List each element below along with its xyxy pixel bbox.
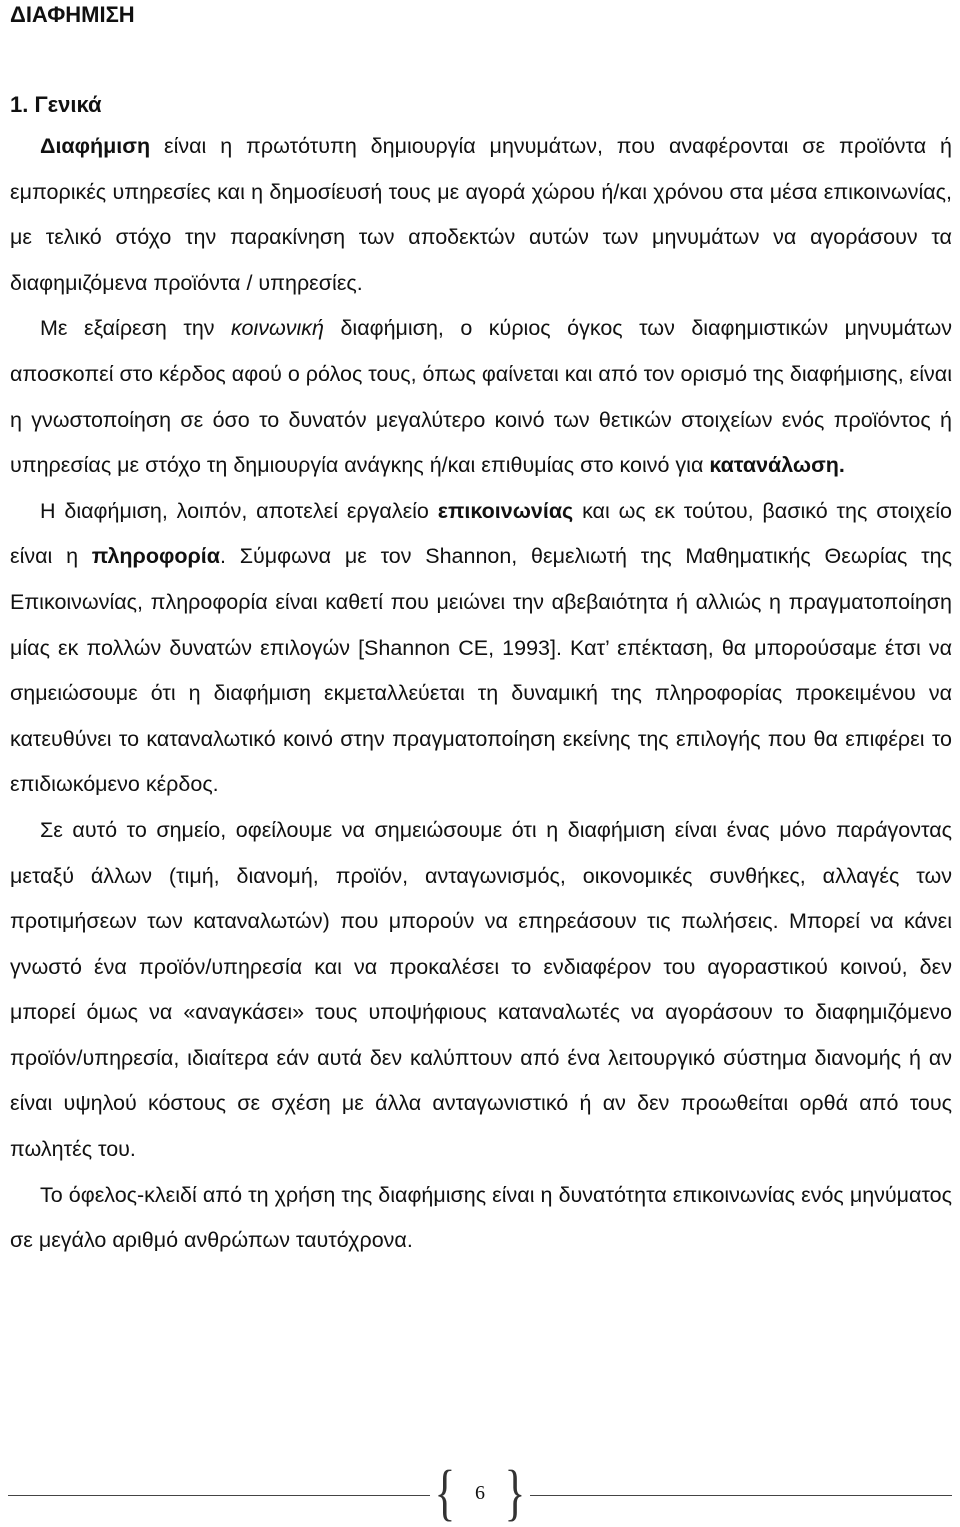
text-run: κοινωνική <box>231 316 324 341</box>
text-run: Το όφελος-κλειδί από τη χρήση της διαφήμισης είναι η δυνατότητα επικοινωνίας ενός μηνύματος σε μεγάλο αριθμό ανθρώπων ταυτόχρονα. <box>10 1182 952 1253</box>
text-run: είναι η πρωτότυπη δημιουργία μηνυμάτων, που αναφέρονται σε προϊόντα ή εμπορικές υπηρεσίες και η δημοσίευσή τους με αγορά χώρου ή/και χρόνου στα μέσα επικοινωνίας, με τελικό στόχο την παρακίνηση των αποδεκτών αυτών των μηνυμάτων να αγοράσουν τα διαφημιζόμενα προϊόντα / υπηρεσίες. <box>10 134 952 295</box>
paragraph-sales-factors <box>10 808 952 1173</box>
paragraph-key-benefit <box>10 1173 952 1264</box>
text-run: πληροφορία <box>91 544 220 569</box>
page-number: 6 <box>475 1482 485 1504</box>
paragraph-communication <box>10 489 952 808</box>
section-title: 1. Γενικά <box>10 92 102 117</box>
right-brace-icon: } <box>504 1459 526 1527</box>
page-number-box <box>430 1459 530 1527</box>
paragraph-definition <box>10 124 952 306</box>
text-run: Σε αυτό το σημείο, οφείλουμε να σημειώσουμε ότι η διαφήμιση είναι ένας μόνο παράγοντας μεταξύ άλλων (τιμή, διανομή, προϊόν, ανταγωνισμός, οικονομικές συνθήκες, αλλαγές των προτιμήσεων των καταναλωτών) που μπορούν να επηρεάσουν τις πωλήσεις. Μπορεί να κάνει γνωστό ένα προϊόν/υπηρεσία και να προκαλέσει το ενδιαφέρον του αγοραστικού κοινού, δεν μπορεί όμως να «αναγκάσει» τους υποψήφιους καταναλωτές να αγοράσουν το διαφημιζόμενο προϊόν/υπηρεσία, ιδιαίτερα εάν αυτά δεν καλύπτουν από ένα λειτουργικό σύστημα διανομής ή αν είναι υψηλού κόστους σε σχέση με άλλα ανταγωνιστικό ή αν δεν προωθείται ορθά από τους πωλητές του. <box>10 817 952 1162</box>
text-run: . Σύμφωνα με τον Shannon, θεμελιωτή της Μαθηματικής Θεωρίας της Επικοινωνίας, πληροφορία είναι καθετί που μειώνει την αβεβαιότητα ή αλλιώς η πραγματοποίηση μίας εκ πολλών δυνατών επιλογών [Shannon CE, 1993]. Κατ’ επέκταση, θα μπορούσαμε έτσι να σημειώσουμε ότι η διαφήμιση εκμεταλλεύεται τη δυναμική της πληροφορίας προκειμένου να κατευθύνει το καταναλωτικό κοινό στην πραγματοποίηση εκείνης της επιλογής που θα επιφέρει το επιδιωκόμενο κέρδος. <box>10 544 952 797</box>
text-run: Η διαφήμιση, λοιπόν, αποτελεί εργαλείο <box>40 498 438 523</box>
document-heading: ΔΙΑΦΗΜΙΣΗ <box>10 2 135 27</box>
text-run: Με εξαίρεση την <box>40 316 232 341</box>
left-brace-icon: { <box>434 1459 456 1527</box>
text-run: και ως εκ τούτου, βασικό της στοιχείο είναι η <box>10 498 953 569</box>
body-text <box>10 124 952 1264</box>
text-run: επικοινωνίας <box>437 498 574 523</box>
text-run: Διαφήμιση <box>40 134 151 158</box>
text-run: διαφήμιση, ο κύριος όγκος των διαφημιστικών μηνυμάτων αποσκοπεί στο κέρδος αφού ο ρόλος τους, όπως φαίνεται και από τον ορισμό της διαφήμισης, είναι η γνωστοποίηση σε όσο το δυνατόν μεγαλύτερο κοινό των θετικών στοιχείων ενός προϊόντος ή υπηρεσίας με στόχο τη δημιουργία ανάγκης ή/και επιθυμίας στο κοινό για <box>10 316 952 478</box>
text-run: κατανάλωση. <box>709 453 845 478</box>
paragraph-profit <box>10 306 952 488</box>
